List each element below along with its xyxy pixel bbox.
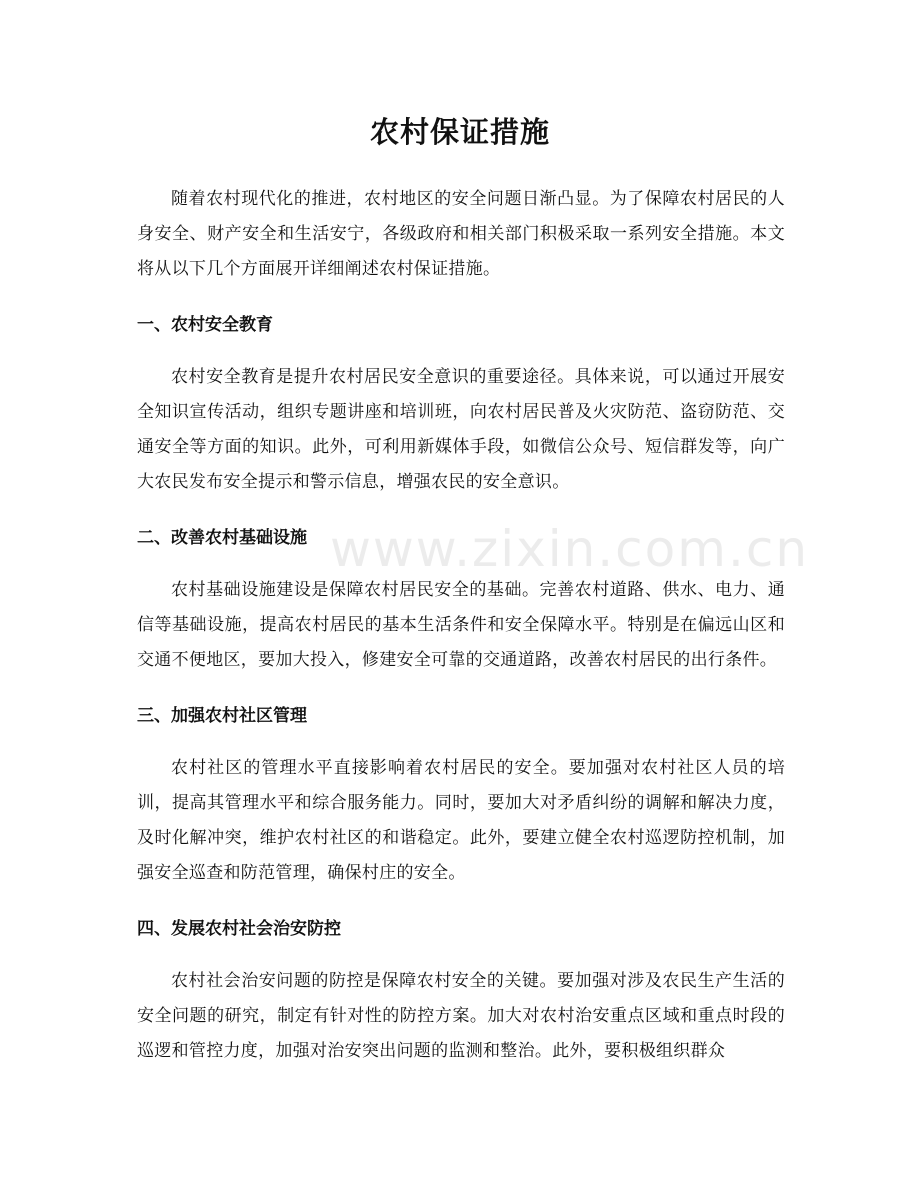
section-body-3: 农村社区的管理水平直接影响着农村居民的安全。要加强对农村社区人员的培训，提高其管理水平和综合服务能力。同时，要加大对矛盾纠纷的调解和解决力度，及时化解冲突，维护农村社区的和谐稳定。此外，要建立健全农村巡逻防控机制，加强安全巡查和防范管理，确保村庄的安全。 <box>137 758 785 883</box>
section-heading-4: 四、发展农村社会治安防控 <box>137 919 341 939</box>
document-title: 农村保证措施 <box>369 115 550 149</box>
section-body-4: 农村社会治安问题的防控是保障农村安全的关键。要加强对涉及农民生产生活的安全问题的研究，制定有针对性的防控方案。加大对农村治安重点区域和重点时段的巡逻和管控力度，加强对治安突出问题的监测和整治。此外，要积极组织群众 <box>137 971 785 1061</box>
watermark: www.zixin.com.cn <box>330 520 810 578</box>
section-body-1: 农村安全教育是提升农村居民安全意识的重要途径。具体来说，可以通过开展安全知识宣传活动，组织专题讲座和培训班，向农村居民普及火灾防范、盗窃防范、交通安全等方面的知识。此外，可利用新媒体手段，如微信公众号、短信群发等，向广大农民发布安全提示和警示信息，增强农民的安全意识。 <box>137 367 785 492</box>
intro-paragraph: 随着农村现代化的推进，农村地区的安全问题日渐凸显。为了保障农村居民的人身安全、财产安全和生活安宁，各级政府和相关部门积极采取一系列安全措施。本文将从以下几个方面展开详细阐述农村保证措施。 <box>137 189 785 279</box>
section-body-2: 农村基础设施建设是保障农村居民安全的基础。完善农村道路、供水、电力、通信等基础设施，提高农村居民的基本生活条件和安全保障水平。特别是在偏远山区和交通不便地区，要加大投入，修建安全可靠的交通道路，改善农村居民的出行条件。 <box>137 580 785 670</box>
section-heading-1: 一、农村安全教育 <box>137 315 273 335</box>
document-body <box>137 182 785 1069</box>
section-heading-3: 三、加强农村社区管理 <box>137 706 307 726</box>
section-heading-2: 二、改善农村基础设施 <box>137 528 307 548</box>
